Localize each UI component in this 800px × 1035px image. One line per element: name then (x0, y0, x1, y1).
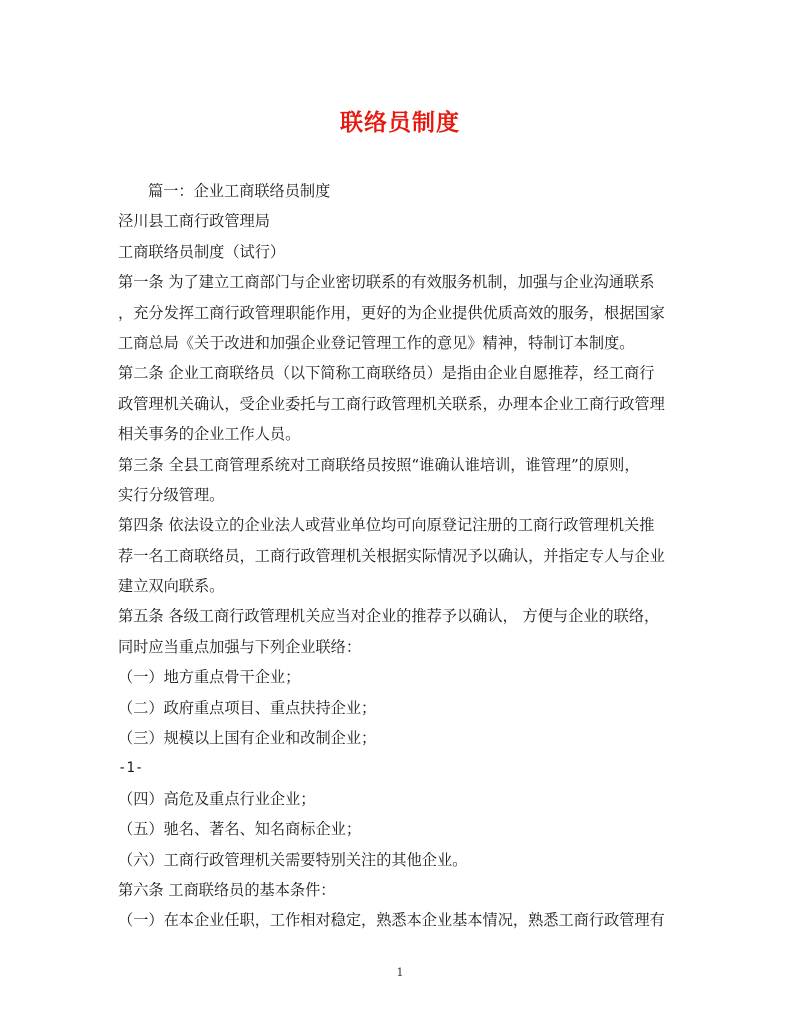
article-4-line-2: 荐一名工商联络员，工商行政管理机关根据实际情况予以确认，并指定专人与企业 (118, 546, 665, 565)
article-2-line-1: 第二条 企业工商联络员（以下简称工商联络员）是指由企业自愿推荐，经工商行 (118, 364, 655, 383)
list-item: （二）政府重点项目、重点扶持企业； (118, 698, 377, 717)
list-item: （五）驰名、著名、知名商标企业； (118, 820, 361, 839)
article-1-line-3: 工商总局《关于改进和加强企业登记管理工作的意见》精神，特制订本制度。 (118, 333, 635, 352)
section-heading: 篇一：企业工商联络员制度 (148, 182, 331, 200)
document-body (118, 176, 684, 936)
list-item: （四）高危及重点行业企业； (118, 789, 316, 808)
article-4-line-1: 第四条 依法设立的企业法人或营业单位均可向原登记注册的工商行政管理机关推 (118, 516, 655, 535)
article-1-line-2: ，充分发挥工商行政管理职能作用，更好的为企业提供优质高效的服务，根据国家 (118, 303, 665, 322)
document-title: 联络员制度 (340, 110, 460, 136)
article-2-line-2: 政管理机关确认，受企业委托与工商行政管理机关联系，办理本企业工商行政管理 (118, 394, 665, 413)
article-2-line-3: 相关事务的企业工作人员。 (118, 425, 301, 444)
article-5-line-2: 同时应当重点加强与下列企业联络： (118, 637, 361, 656)
article-3-line-2: 实行分级管理。 (118, 485, 225, 504)
list-item: （三）规模以上国有企业和改制企业； (118, 729, 377, 748)
list-item: （一）地方重点骨干企业； (118, 668, 301, 687)
article-1-line-1: 第一条 为了建立工商部门与企业密切联系的有效服务机制，加强与企业沟通联系 (118, 273, 655, 292)
inline-page-marker: -1- (118, 760, 144, 777)
page-number: 1 (396, 966, 404, 979)
list-item: （六）工商行政管理机关需要特别关注的其他企业。 (118, 850, 468, 869)
regulation-title: 工商联络员制度（试行） (118, 242, 286, 261)
organization-name: 泾川县工商行政管理局 (118, 212, 270, 231)
list-item: （一）在本企业任职，工作相对稳定，熟悉本企业基本情况，熟悉工商行政管理有 (118, 911, 665, 930)
article-5-line-1: 第五条 各级工商行政管理机关应当对企业的推荐予以确认， 方便与企业的联络， (118, 607, 660, 626)
article-6-line-1: 第六条 工商联络员的基本条件： (118, 880, 336, 899)
article-3-line-1: 第三条 全县工商管理系统对工商联络员按照“谁确认谁培训，谁管理”的原则， (118, 455, 640, 474)
article-4-line-3: 建立双向联系。 (118, 577, 225, 596)
